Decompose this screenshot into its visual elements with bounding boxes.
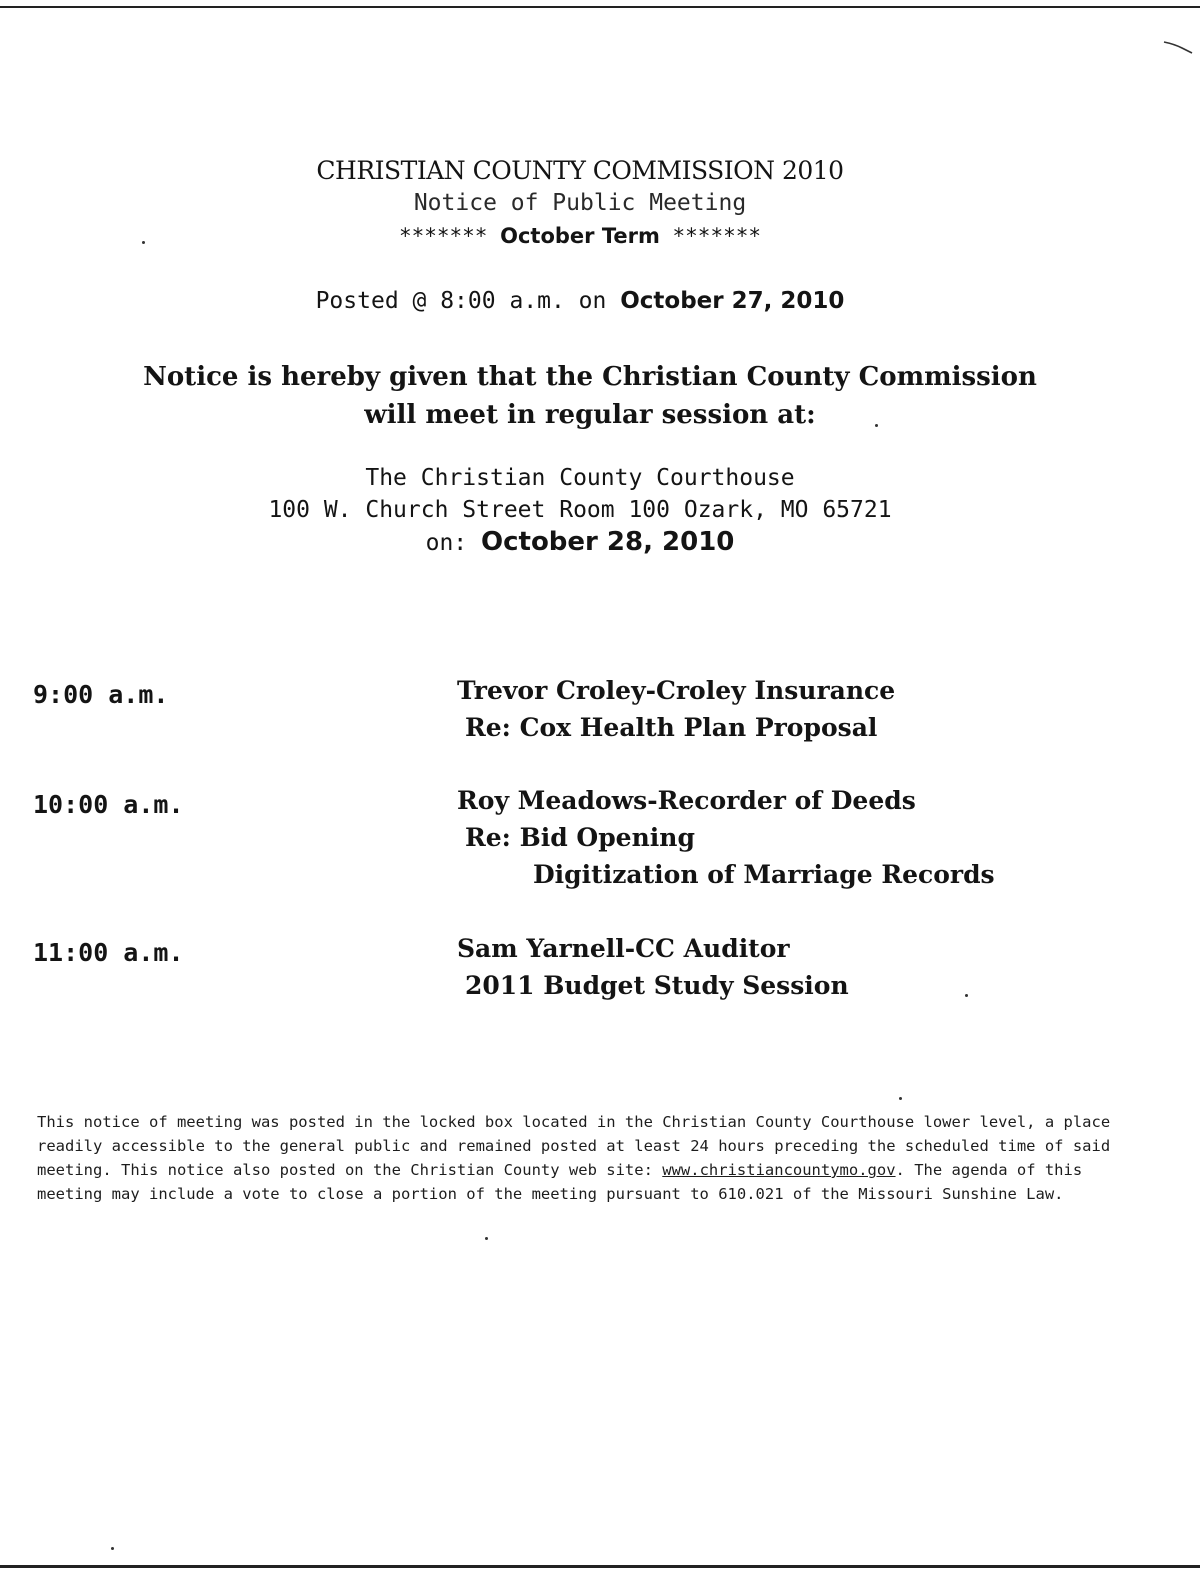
- agenda-presenter: Sam Yarnell-CC Auditor: [457, 934, 790, 963]
- scan-speck: [899, 1097, 902, 1100]
- meeting-date-line: [0, 526, 1160, 559]
- agenda-item: [457, 782, 995, 893]
- term-label: October Term: [500, 224, 660, 248]
- top-border-line: [0, 6, 1200, 8]
- agenda-presenter: Trevor Croley-Croley Insurance: [457, 676, 896, 705]
- term-line: [0, 224, 1160, 248]
- bottom-border-line: [0, 1565, 1200, 1568]
- posting-notice-footer: [37, 1110, 1137, 1206]
- location-address: 100 W. Church Street Room 100 Ozark, MO 65721: [268, 497, 892, 523]
- notice-line-1: Notice is hereby given that the Christian County Commission: [143, 362, 1037, 392]
- meeting-location: [0, 462, 1160, 559]
- posted-line: [0, 288, 1160, 314]
- posted-date: October 27, 2010: [620, 288, 845, 314]
- agenda-topic: Re: Cox Health Plan Proposal: [465, 713, 878, 742]
- footer-text-after-url: . The agenda of this meeting may include a vote to close a portion of the meeting pursuant to 610.021 of the Missouri Sunshine Law.: [37, 1161, 1083, 1203]
- agenda-item: [457, 672, 895, 746]
- term-stars-right: *******: [672, 224, 762, 248]
- document-title: CHRISTIAN COUNTY COMMISSION 2010: [316, 156, 844, 185]
- footer-text-before-url: This notice of meeting was posted in the locked box located in the Christian County Courthouse lower level, a place readily accessible to the general public and remained posted at least 24 hours preceding the scheduled time of said meeting. This notice also posted on the Christian County web site:: [37, 1113, 1111, 1179]
- agenda-time: 10:00 a.m.: [33, 790, 184, 819]
- agenda-topic-detail: Digitization of Marriage Records: [533, 860, 995, 889]
- corner-pen-mark: [1162, 36, 1194, 56]
- notice-line-2: will meet in regular session at:: [364, 400, 816, 430]
- agenda-topic: Re: Bid Opening: [465, 823, 695, 852]
- term-stars-left: *******: [398, 224, 488, 248]
- meeting-date: October 28, 2010: [481, 527, 735, 557]
- county-website-link[interactable]: www.christiancountymo.gov: [662, 1161, 896, 1179]
- on-label: on:: [425, 530, 468, 556]
- posted-prefix: Posted @ 8:00 a.m. on: [315, 288, 607, 314]
- location-building: The Christian County Courthouse: [365, 465, 795, 491]
- notice-statement: [20, 358, 1160, 434]
- scan-speck: [111, 1547, 114, 1550]
- agenda-time: 9:00 a.m.: [33, 680, 169, 709]
- agenda-item: [457, 930, 849, 1004]
- scan-speck: [965, 994, 968, 997]
- agenda-topic: 2011 Budget Study Session: [465, 971, 849, 1000]
- agenda-presenter: Roy Meadows-Recorder of Deeds: [457, 786, 916, 815]
- scan-speck: [485, 1237, 488, 1240]
- document-subtitle: Notice of Public Meeting: [413, 190, 747, 216]
- agenda-time: 11:00 a.m.: [33, 938, 184, 967]
